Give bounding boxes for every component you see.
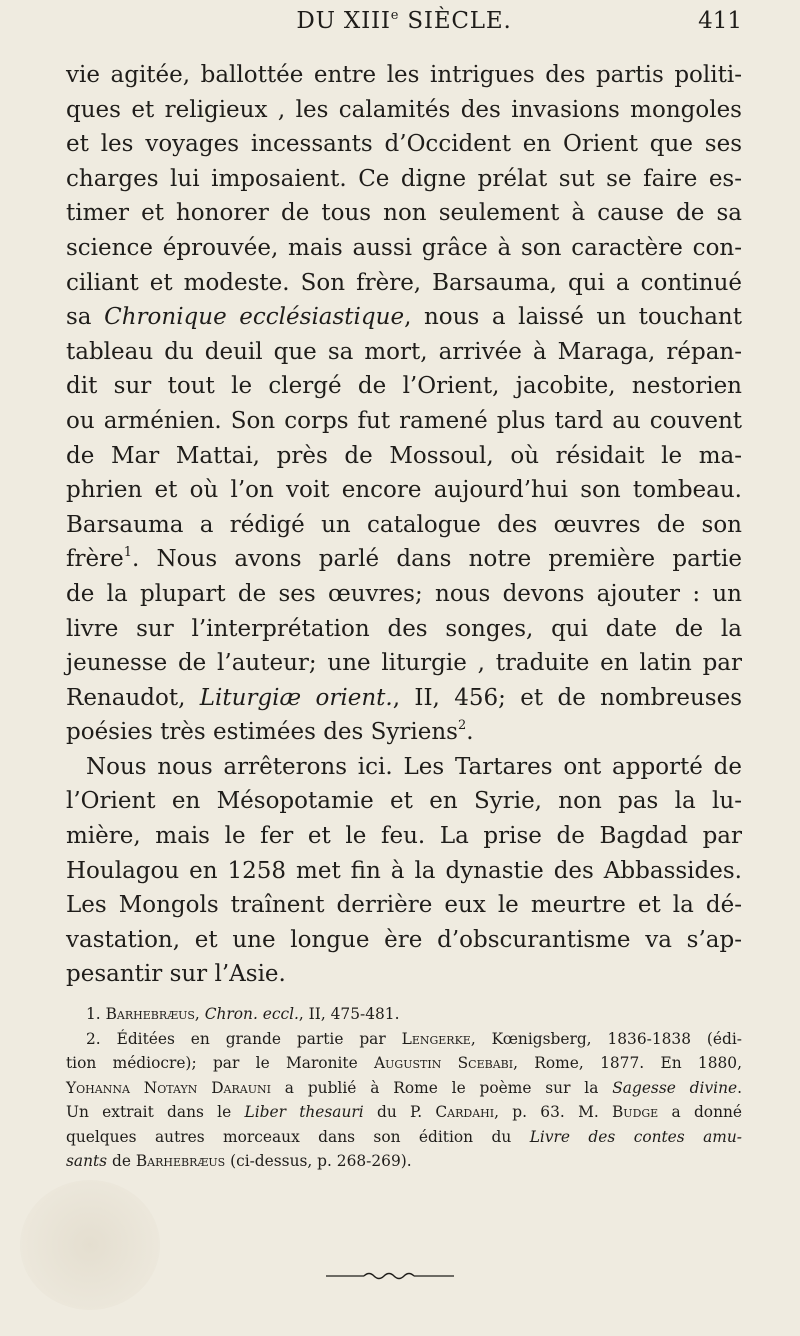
footnote-line: quelques autres morceaux dans son édition du Livre des contes amu- — [66, 1127, 742, 1146]
text-line: ciliant et modeste. Son frère, Barsauma, qui a continué — [66, 269, 742, 296]
text-line: Nous nous arrêterons ici. Les Tartares ont apporté de — [86, 753, 742, 780]
text-line: ou arménien. Son corps fut ramené plus tard au couvent — [66, 407, 742, 434]
text-line: Houlagou en 1258 met fin à la dynastie des Abbassides. — [66, 857, 742, 884]
text-line: de la plupart de ses œuvres; nous devons ajouter : un — [66, 580, 742, 607]
end-ornament — [326, 1270, 454, 1282]
footnote-ref: 2 — [457, 718, 467, 734]
main-text — [66, 58, 742, 992]
text-line: ques et religieux , les calamités des invasions mongoles — [66, 96, 742, 123]
text-line: charges lui imposaient. Ce digne prélat sut se faire es- — [66, 165, 742, 192]
text-line: et les voyages incessants d’Occident en Orient que ses — [66, 131, 742, 158]
text-line: livre sur l’interprétation des songes, qui date de la — [66, 615, 742, 642]
text-line: timer et honorer de tous non seulement à cause de sa — [66, 200, 742, 227]
text-line: Les Mongols traînent derrière eux le meurtre et la dé- — [66, 892, 742, 919]
text-line: dit sur tout le clergé de l’Orient, jacobite, nestorien — [66, 373, 742, 400]
book-title: Chronique ecclésiastique — [104, 304, 405, 331]
text-line: mière, mais le fer et le feu. La prise de Bagdad par — [66, 823, 742, 850]
footnote-line: Yohanna Notayn Darauni a publié à Rome le poème sur la Sagesse divine. — [66, 1078, 742, 1097]
footnote-2: 2. Éditées en grande partie par Lengerke, Kœnigsberg, 1836-1838 (édi- — [86, 1029, 742, 1048]
text-line: tableau du deuil que sa mort, arrivée à Maraga, répan- — [66, 338, 742, 365]
text-line: science éprouvée, mais aussi grâce à son caractère con- — [66, 234, 742, 261]
footnote-line: tion médiocre); par le Maronite Augustin Scebabi, Rome, 1877. En 1880, — [66, 1054, 742, 1073]
footnote-line: sants de Barhebræus (ci-dessus, p. 268-269). — [66, 1152, 412, 1171]
text-line: phrien et où l’on voit encore aujourd’hui son tombeau. — [66, 477, 742, 504]
text-line: Renaudot, Liturgiæ orient., II, 456; et de nombreuses — [66, 684, 743, 711]
page-number: 411 — [698, 8, 742, 34]
footnote-line: Un extrait dans le Liber thesauri du P. Cardahi, p. 63. M. Budge a donné — [66, 1103, 742, 1122]
text-line: sa Chronique ecclésiastique, nous a laissé un touchant — [66, 304, 742, 331]
text-line: Barsauma a rédigé un catalogue des œuvres de son — [66, 511, 742, 538]
footnotes — [66, 1002, 742, 1174]
text-line: pesantir sur l’Asie. — [66, 961, 286, 988]
text-line: vie agitée, ballottée entre les intrigues des partis politi- — [66, 62, 742, 88]
footnote-1: 1. Barhebræus, Chron. eccl., II, 475-481. — [86, 1005, 400, 1024]
text-line: de Mar Mattai, près de Mossoul, où résidait le ma- — [66, 442, 742, 469]
footnote-ref: 1 — [123, 545, 133, 561]
book-title: Liturgiæ orient. — [199, 684, 393, 711]
text-line: jeunesse de l’auteur; une liturgie , traduite en latin par — [66, 650, 742, 677]
running-head — [66, 0, 742, 54]
book-page — [66, 0, 742, 1336]
ornament-scroll — [364, 1274, 414, 1279]
text-line: l’Orient en Mésopotamie et en Syrie, non pas la lu- — [66, 788, 742, 815]
running-title: DU XIIIe SIÈCLE. — [296, 8, 512, 34]
text-line: poésies très estimées des Syriens$^2$. — [66, 718, 474, 746]
text-line: frère$^1$. Nous avons parlé dans notre première partie — [66, 545, 742, 573]
text-line: vastation, et une longue ère d’obscurantisme va s’ap- — [66, 926, 742, 953]
